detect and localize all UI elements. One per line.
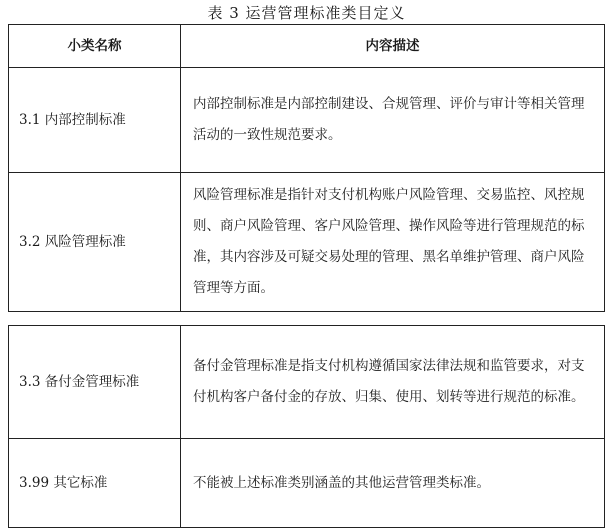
row-desc: 备付金管理标准是指支付机构遵循国家法律法规和监管要求，对支付机构客户备付金的存放、归集、使用、划转等进行规范的标准。 [181,326,605,439]
table-row [9,439,605,528]
table-header-row [9,25,605,68]
row-desc: 内部控制标准是内部控制建设、合规管理、评价与审计等相关管理活动的一致性规范要求。 [181,68,605,173]
standards-table-part-1 [8,24,605,312]
row-desc: 不能被上述标准类别涵盖的其他运营管理类标准。 [181,439,605,528]
row-name: 3.99 其它标准 [9,439,181,528]
table-caption: 表 3 运营管理标准类目定义 [207,4,406,22]
header-name: 小类名称 [9,25,181,68]
row-name: 3.3 备付金管理标准 [9,326,181,439]
row-name: 3.1 内部控制标准 [9,68,181,173]
table-row [9,68,605,173]
row-name: 3.2 风险管理标准 [9,173,181,312]
table-row [9,326,605,439]
table-row [9,173,605,312]
row-desc: 风险管理标准是指针对支付机构账户风险管理、交易监控、风控规则、商户风险管理、客户风险管理、操作风险等进行管理规范的标准，其内容涉及可疑交易处理的管理、黑名单维护管理、商户风险管理等方面。 [181,173,605,312]
header-desc: 内容描述 [181,25,605,68]
standards-table-part-2 [8,325,605,528]
